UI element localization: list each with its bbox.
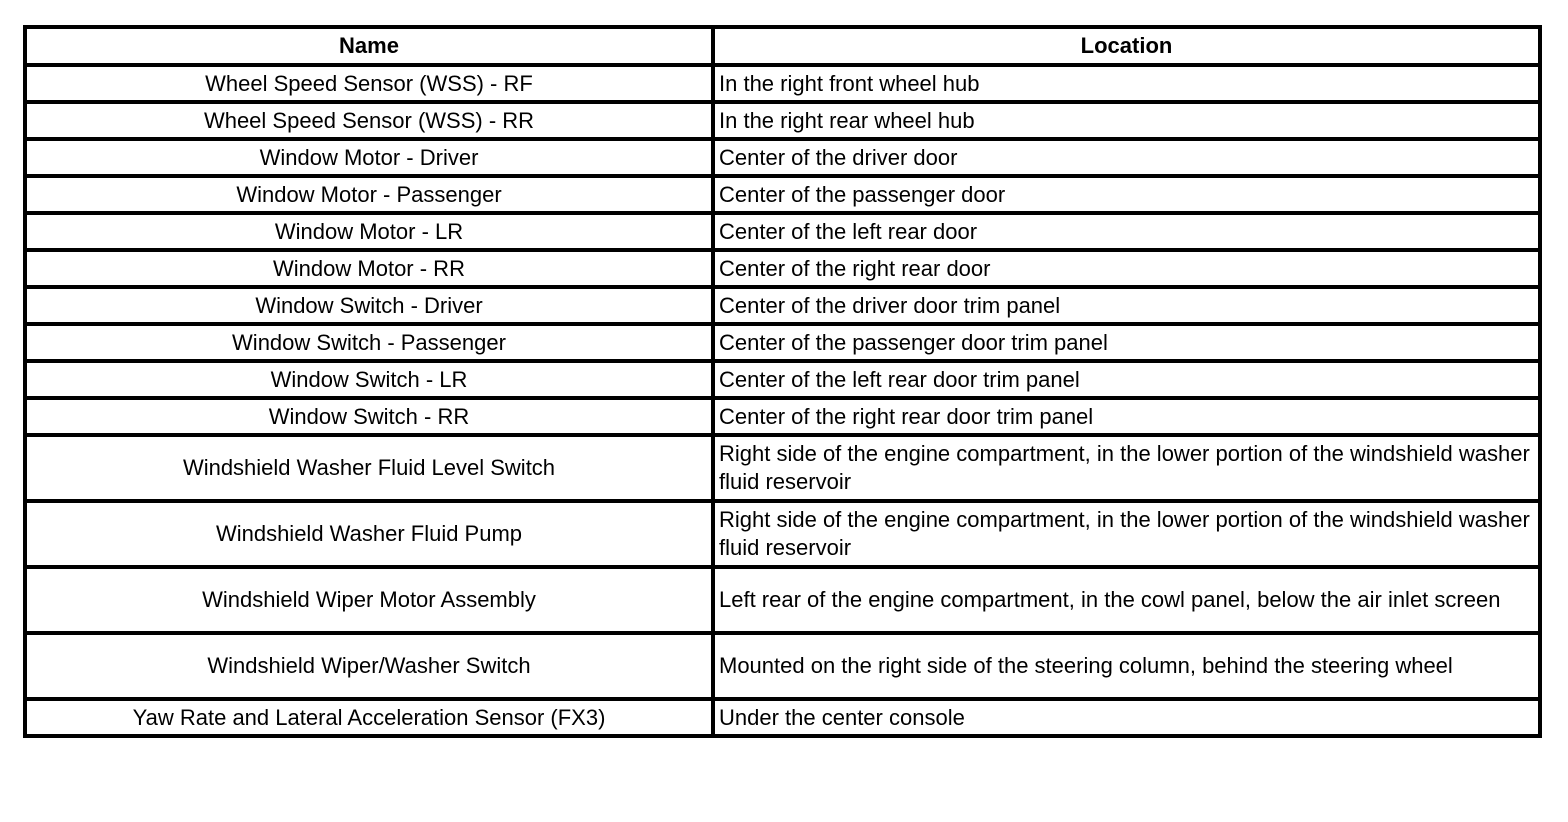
component-name-cell: Windshield Washer Fluid Level Switch — [25, 435, 713, 501]
component-name-cell: Window Motor - RR — [25, 250, 713, 287]
component-location-table — [23, 25, 1542, 738]
table-row — [25, 501, 1540, 567]
table-row — [25, 250, 1540, 287]
component-location-cell: Center of the passenger door trim panel — [713, 324, 1540, 361]
component-location-cell: In the right front wheel hub — [713, 65, 1540, 102]
component-location-cell: Center of the left rear door trim panel — [713, 361, 1540, 398]
component-name-cell: Windshield Wiper Motor Assembly — [25, 567, 713, 633]
table-row — [25, 287, 1540, 324]
table-row — [25, 633, 1540, 699]
component-name-cell: Window Switch - Driver — [25, 287, 713, 324]
table-row — [25, 398, 1540, 435]
component-location-cell: Center of the right rear door trim panel — [713, 398, 1540, 435]
component-name-cell: Yaw Rate and Lateral Acceleration Sensor (FX3) — [25, 699, 713, 736]
component-location-cell: Center of the passenger door — [713, 176, 1540, 213]
component-name-cell: Window Switch - RR — [25, 398, 713, 435]
column-header-name: Name — [25, 27, 713, 65]
component-name-cell: Window Switch - LR — [25, 361, 713, 398]
table-row — [25, 139, 1540, 176]
header-row — [25, 27, 1540, 65]
component-location-cell: Center of the driver door — [713, 139, 1540, 176]
table-row — [25, 65, 1540, 102]
component-location-cell: Center of the driver door trim panel — [713, 287, 1540, 324]
component-location-cell: Left rear of the engine compartment, in the cowl panel, below the air inlet screen — [713, 567, 1540, 633]
component-location-cell: In the right rear wheel hub — [713, 102, 1540, 139]
table-row — [25, 213, 1540, 250]
table-row — [25, 567, 1540, 633]
component-name-cell: Wheel Speed Sensor (WSS) - RF — [25, 65, 713, 102]
table-row — [25, 324, 1540, 361]
table-row — [25, 435, 1540, 501]
component-name-cell: Window Switch - Passenger — [25, 324, 713, 361]
component-location-cell: Under the center console — [713, 699, 1540, 736]
component-location-cell: Right side of the engine compartment, in the lower portion of the windshield washer fluid reservoir — [713, 501, 1540, 567]
component-location-cell: Center of the left rear door — [713, 213, 1540, 250]
component-name-cell: Windshield Washer Fluid Pump — [25, 501, 713, 567]
table-row — [25, 699, 1540, 736]
component-name-cell: Window Motor - Passenger — [25, 176, 713, 213]
table-row — [25, 361, 1540, 398]
table-row — [25, 176, 1540, 213]
component-name-cell: Window Motor - LR — [25, 213, 713, 250]
component-name-cell: Wheel Speed Sensor (WSS) - RR — [25, 102, 713, 139]
column-header-location: Location — [713, 27, 1540, 65]
component-location-cell: Mounted on the right side of the steering column, behind the steering wheel — [713, 633, 1540, 699]
component-location-table-container — [23, 25, 1542, 738]
component-location-cell: Center of the right rear door — [713, 250, 1540, 287]
component-name-cell: Window Motor - Driver — [25, 139, 713, 176]
component-location-cell: Right side of the engine compartment, in the lower portion of the windshield washer fluid reservoir — [713, 435, 1540, 501]
component-name-cell: Windshield Wiper/Washer Switch — [25, 633, 713, 699]
table-row — [25, 102, 1540, 139]
